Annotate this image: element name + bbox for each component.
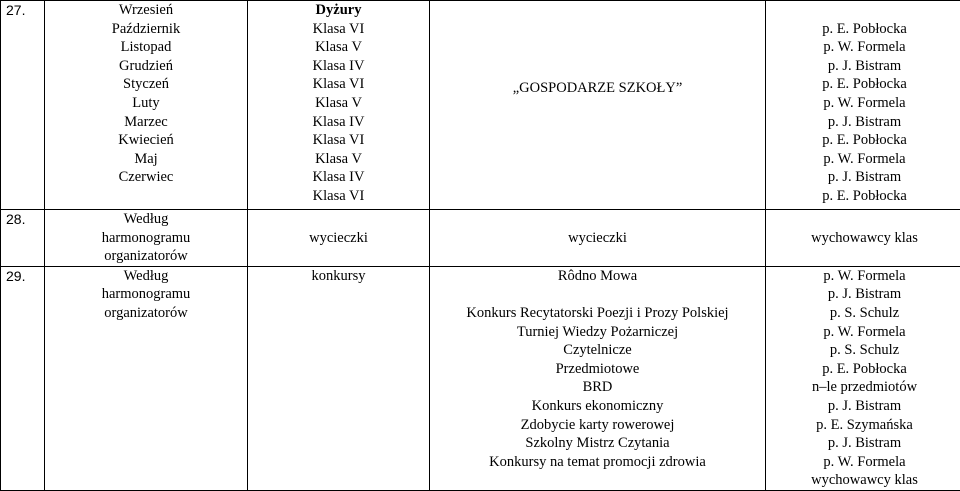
period-line: Wrzesień	[45, 1, 247, 20]
responsible-line: p. J. Bistram	[766, 168, 960, 187]
period-line: harmonogramu	[45, 229, 247, 248]
period-line: Grudzień	[45, 57, 247, 76]
period-line: Luty	[45, 94, 247, 113]
class-line: Klasa IV	[248, 168, 429, 187]
responsible-line: p. J. Bistram	[766, 397, 960, 416]
task-title: wycieczki	[430, 210, 765, 248]
period-line: organizatorów	[45, 304, 247, 323]
class-line: Klasa V	[248, 150, 429, 169]
row-number: 28.	[4, 210, 44, 229]
period-line: Styczeń	[45, 75, 247, 94]
period-line: Listopad	[45, 38, 247, 57]
period-cell	[45, 1, 248, 210]
class-line: konkursy	[248, 267, 429, 286]
table-row	[1, 1, 960, 210]
responsible-line: p. W. Formela	[766, 453, 960, 472]
class-cell	[248, 266, 430, 490]
responsible-line: n–le przedmiotów	[766, 378, 960, 397]
class-line: Klasa V	[248, 38, 429, 57]
task-cell	[430, 1, 766, 210]
row-number-cell	[1, 210, 45, 267]
responsible-line: wychowawcy klas	[766, 210, 960, 248]
responsible-line: wychowawcy klas	[766, 471, 960, 490]
period-line: Według	[45, 210, 247, 229]
row-number-cell	[1, 1, 45, 210]
period-cell	[45, 210, 248, 267]
task-line: Konkurs Recytatorski Poezji i Prozy Polskiej	[430, 304, 765, 323]
class-line: wycieczki	[248, 210, 429, 248]
task-cell	[430, 210, 766, 267]
task-line: Szkolny Mistrz Czytania	[430, 434, 765, 453]
class-line: Klasa VI	[248, 187, 429, 206]
period-line: Maj	[45, 150, 247, 169]
responsible-line: p. S. Schulz	[766, 341, 960, 360]
class-line: Klasa VI	[248, 75, 429, 94]
task-line: Turniej Wiedzy Pożarniczej	[430, 323, 765, 342]
table-row	[1, 210, 960, 267]
responsible-cell	[766, 266, 960, 490]
task-title: „GOSPODARZE SZKOŁY”	[513, 79, 683, 98]
task-line: Konkurs ekonomiczny	[430, 397, 765, 416]
responsible-line: p. E. Pobłocka	[766, 360, 960, 379]
class-line: Klasa VI	[248, 20, 429, 39]
task-title: Rôdno Mowa	[430, 267, 765, 286]
row-number-cell	[1, 266, 45, 490]
class-line: Klasa IV	[248, 113, 429, 132]
responsible-line: p. S. Schulz	[766, 304, 960, 323]
responsible-line: p. W. Formela	[766, 94, 960, 113]
period-line: Według	[45, 267, 247, 286]
period-line: Czerwiec	[45, 168, 247, 187]
table-row	[1, 266, 960, 490]
responsible-line: p. J. Bistram	[766, 57, 960, 76]
responsible-line: p. E. Pobłocka	[766, 75, 960, 94]
responsible-line: p. E. Pobłocka	[766, 20, 960, 39]
responsible-cell	[766, 1, 960, 210]
task-line: Przedmiotowe	[430, 360, 765, 379]
period-line: organizatorów	[45, 247, 247, 266]
task-line: BRD	[430, 378, 765, 397]
task-line: Zdobycie karty rowerowej	[430, 416, 765, 435]
responsible-line: p. J. Bistram	[766, 285, 960, 304]
row-number: 29.	[4, 267, 44, 286]
task-line: Czytelnicze	[430, 341, 765, 360]
row-number: 27.	[4, 1, 44, 20]
responsible-line: p. J. Bistram	[766, 113, 960, 132]
period-line: Kwiecień	[45, 131, 247, 150]
class-header: Dyżury	[248, 1, 429, 20]
responsible-line: p. E. Szymańska	[766, 416, 960, 435]
class-cell	[248, 1, 430, 210]
class-line: Klasa VI	[248, 131, 429, 150]
period-line: harmonogramu	[45, 285, 247, 304]
responsible-line: p. W. Formela	[766, 38, 960, 57]
class-cell	[248, 210, 430, 267]
period-cell	[45, 266, 248, 490]
responsible-line: p. J. Bistram	[766, 434, 960, 453]
task-cell	[430, 266, 766, 490]
responsible-line: p. W. Formela	[766, 267, 960, 286]
responsible-line: p. W. Formela	[766, 150, 960, 169]
class-line: Klasa IV	[248, 57, 429, 76]
period-line: Październik	[45, 20, 247, 39]
period-line: Marzec	[45, 113, 247, 132]
responsible-line: p. W. Formela	[766, 323, 960, 342]
responsible-cell	[766, 210, 960, 267]
class-line: Klasa V	[248, 94, 429, 113]
task-line: Konkursy na temat promocji zdrowia	[430, 453, 765, 472]
responsible-line: p. E. Pobłocka	[766, 187, 960, 206]
responsible-line: p. E. Pobłocka	[766, 131, 960, 150]
